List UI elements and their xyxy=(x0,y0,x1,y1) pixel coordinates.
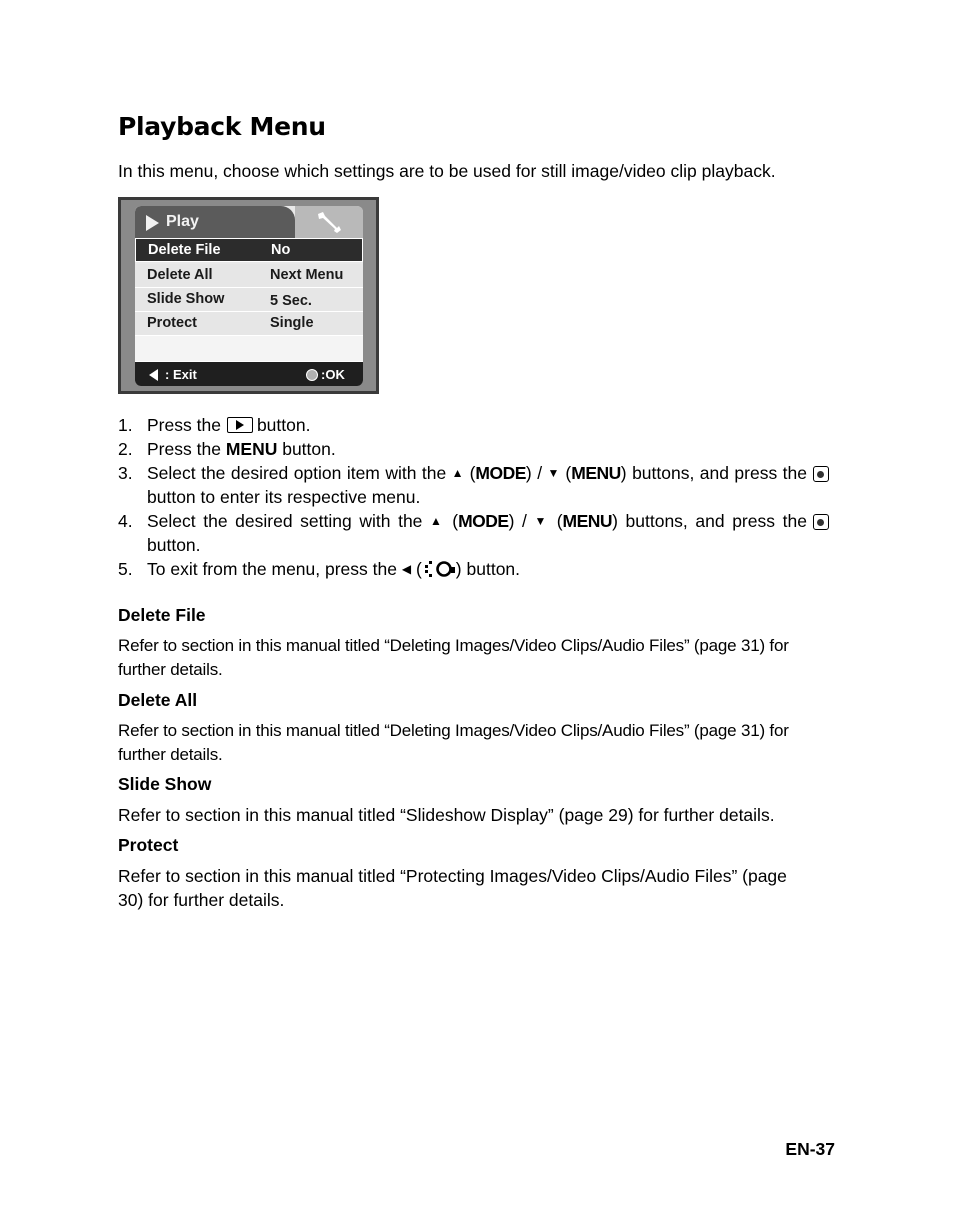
ok-button-icon xyxy=(813,466,829,482)
up-triangle-icon: ▲ xyxy=(451,466,465,480)
section-text-delete-all: Refer to section in this manual titled “Deleting Images/Video Clips/Audio Files” (page 31) for further details. xyxy=(118,721,789,764)
steps-list xyxy=(118,413,835,581)
section-heading-delete-all: Delete All xyxy=(118,690,198,710)
step-text: Select the desired option item with the xyxy=(147,463,447,483)
section-text-delete-file: Refer to section in this manual titled “Deleting Images/Video Clips/Audio Files” (page 31) for further details. xyxy=(118,636,789,679)
page-title: Playback Menu xyxy=(118,112,326,141)
left-triangle-icon: ◀ xyxy=(401,562,412,576)
tab-setup xyxy=(295,206,363,238)
footer-ok-label: :OK xyxy=(321,367,345,382)
page-number: EN-37 xyxy=(785,1139,835,1159)
left-triangle-icon xyxy=(149,369,158,381)
footer-exit-label: : Exit xyxy=(165,367,197,382)
menu-row-value: No xyxy=(271,242,291,258)
section-heading-protect: Protect xyxy=(118,835,179,855)
menu-row-label: Slide Show xyxy=(147,291,225,307)
step-5: 5. To exit from the menu, press the ◀ ( ) button. xyxy=(118,559,521,579)
step-text: buttons, and press the xyxy=(632,463,807,483)
menu-panel xyxy=(135,206,363,386)
step-2 xyxy=(118,437,835,461)
menu-footer xyxy=(135,362,363,386)
screen-bezel xyxy=(121,200,376,391)
step-number: 5. xyxy=(118,559,133,579)
menu-row-delete-file xyxy=(135,238,363,262)
section-heading-slide-show: Slide Show xyxy=(118,774,212,794)
step-text: button. xyxy=(256,415,311,435)
step-text: button. xyxy=(282,439,336,459)
step-text: To exit from the menu, press the xyxy=(147,559,397,579)
menu-row-value: Next Menu xyxy=(270,267,344,283)
step-text: Select the desired setting with the xyxy=(147,511,423,531)
step-text: button to enter its respective menu. xyxy=(147,487,421,507)
menu-row-delete-all xyxy=(135,264,363,288)
step-number: 4. xyxy=(118,511,133,531)
section-text-slide-show: Refer to section in this manual titled “Slideshow Display” (page 29) for further details. xyxy=(118,805,775,825)
step-text: Press the xyxy=(147,415,221,435)
menu-row-empty xyxy=(135,336,363,362)
ok-dot-icon xyxy=(306,369,318,381)
menu-row-label: Delete File xyxy=(148,242,221,258)
menu-row-protect xyxy=(135,312,363,336)
menu-row-label: Delete All xyxy=(147,267,213,283)
menu-row-value: 5 Sec. xyxy=(270,293,312,309)
mode-key-label: MODE xyxy=(475,463,526,483)
menu-row-label: Protect xyxy=(147,315,197,331)
intro-text: In this menu, choose which settings are to be used for still image/video clip playback. xyxy=(118,161,776,181)
wrench-icon xyxy=(315,210,343,234)
step-text: button. xyxy=(466,559,521,579)
playback-button-icon xyxy=(227,417,253,433)
play-triangle-icon xyxy=(146,215,159,231)
step-text: button. xyxy=(147,535,201,555)
step-number: 3. xyxy=(118,463,133,483)
menu-key-label: MENU xyxy=(571,463,621,483)
menu-key-label: MENU xyxy=(562,511,613,531)
step-text: buttons, and press the xyxy=(625,511,807,531)
section-heading-delete-file: Delete File xyxy=(118,605,206,625)
self-timer-icon xyxy=(422,559,456,579)
playback-menu-screen xyxy=(118,197,379,394)
up-triangle-icon: ▲ xyxy=(430,514,445,528)
down-triangle-icon: ▼ xyxy=(547,466,560,480)
step-number: 2. xyxy=(118,439,133,459)
tab-play xyxy=(135,206,295,238)
ok-button-icon xyxy=(813,514,829,530)
menu-row-slide-show xyxy=(135,288,363,312)
step-3: 3. Select the desired option item with the ▲ (MODE) / ▼ (MENU) buttons, and press thebutton to enter its respective menu. xyxy=(118,461,835,509)
down-triangle-icon: ▼ xyxy=(534,514,550,528)
section-text-protect: Refer to section in this manual titled “Protecting Images/Video Clips/Audio Files” (page 30) for further details. xyxy=(118,866,787,910)
step-1 xyxy=(118,413,835,437)
step-number: 1. xyxy=(118,415,133,435)
step-text: Press the xyxy=(147,439,221,459)
tab-play-label: Play xyxy=(166,213,199,230)
step-4: 4. Select the desired setting with the ▲ (MODE) / ▼ (MENU) buttons, and press thebutton. xyxy=(118,509,835,557)
menu-key-label: MENU xyxy=(225,439,278,459)
mode-key-label: MODE xyxy=(458,511,509,531)
menu-row-value: Single xyxy=(270,315,314,331)
